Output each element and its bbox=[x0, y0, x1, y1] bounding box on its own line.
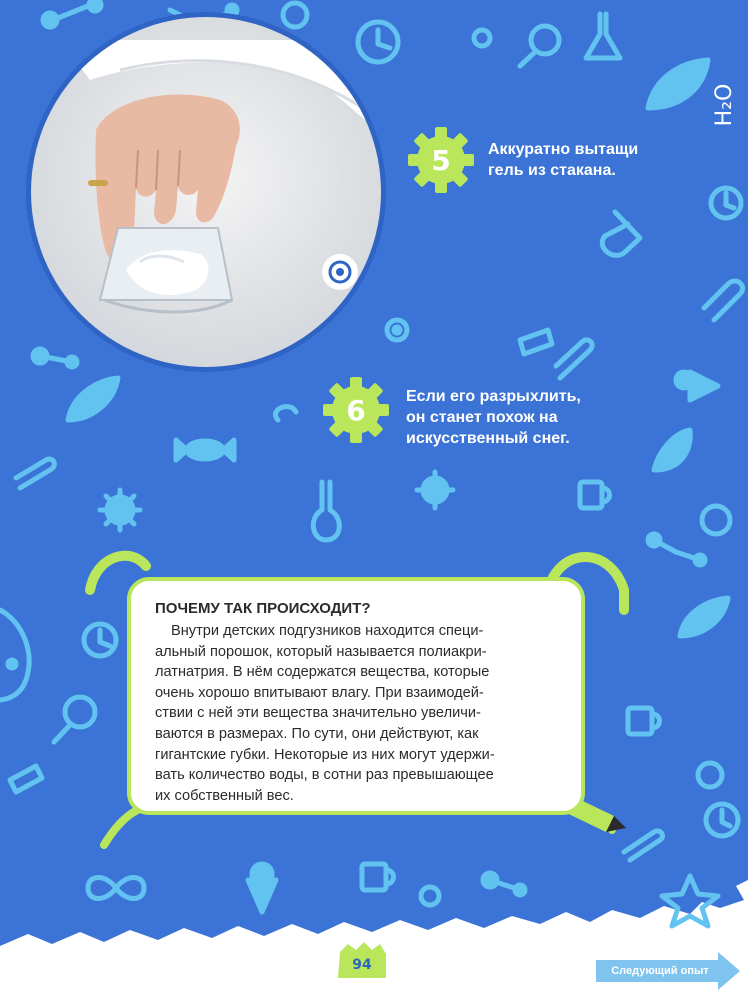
step-6-line-1: Если его разрыхлить, bbox=[406, 388, 581, 405]
explanation-line: гигантские губки. Некоторые из них могут удержи- bbox=[155, 746, 495, 763]
step-5-line-1: Аккуратно вытащи bbox=[488, 141, 639, 158]
step-6-text bbox=[406, 386, 581, 449]
explanation-box bbox=[127, 577, 585, 815]
explanation-line: вать количество воды, в сотни раз превышающее bbox=[155, 767, 494, 784]
germ-icon bbox=[100, 490, 140, 530]
explanation-body bbox=[155, 621, 563, 806]
step-6-line-2: он станет похож на bbox=[406, 409, 558, 426]
explanation-title: ПОЧЕМУ ТАК ПРОИСХОДИТ? bbox=[155, 600, 371, 617]
h2o-badge: H₂O bbox=[712, 83, 737, 127]
explanation-line: Внутри детских подгузников находится специ- bbox=[171, 623, 484, 639]
explanation-line: ствии с ней эти вещества значительно увеличи- bbox=[155, 705, 481, 722]
gear-badge-icon bbox=[322, 254, 358, 290]
step-5-text bbox=[488, 139, 638, 181]
step-number-6: 6 bbox=[346, 394, 366, 427]
explanation-line: очень хорошо впитывают влагу. При взаимодей- bbox=[155, 684, 484, 701]
explanation-line: альный порошок, который называется полиакри- bbox=[155, 643, 487, 660]
page-number: 94 bbox=[352, 957, 372, 973]
next-experiment-link[interactable]: Следующий опыт bbox=[611, 965, 709, 977]
step-5-line-2: гель из стакана. bbox=[488, 162, 616, 179]
explanation-line: ваются в размерах. По сути, они действуют, как bbox=[155, 725, 479, 742]
explanation-line: латнатрия. В нём содержатся вещества, которые bbox=[155, 664, 490, 681]
step-number-5: 5 bbox=[431, 144, 451, 177]
explanation-line: их собственный вес. bbox=[155, 787, 294, 804]
step-6-line-3: искусственный снег. bbox=[406, 430, 570, 447]
gear-icon-step-6 bbox=[323, 377, 389, 443]
gear-icon-step-5 bbox=[408, 127, 474, 193]
